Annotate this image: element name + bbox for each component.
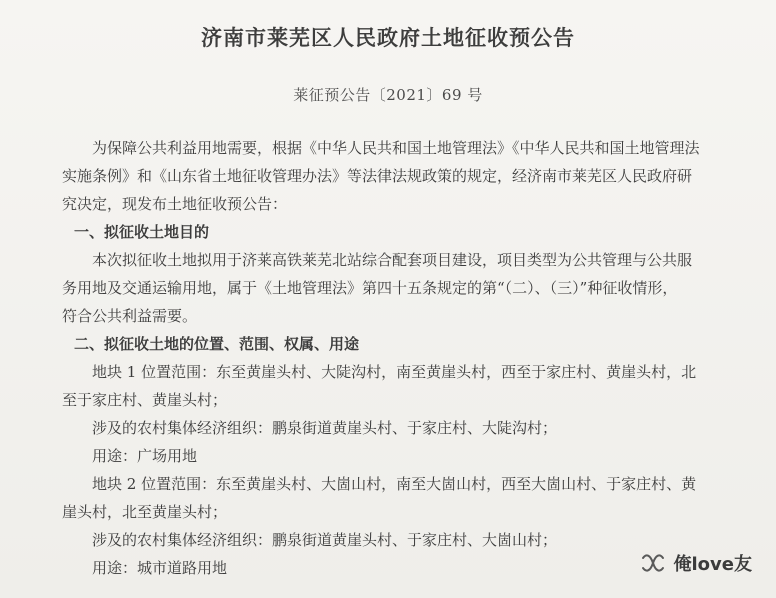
section-heading-location: 二、拟征收土地的位置、范围、权属、用途 <box>74 335 360 353</box>
parcel-2-range: 地块 2 位置范围：东至黄崖头村、大崮山村，南至大崮山村，西至大崮山村、于家庄村、黄 <box>92 475 697 493</box>
parcel-1-organization: 涉及的农村集体经济组织：鹏泉街道黄崖头村、于家庄村、大陡沟村； <box>92 419 558 437</box>
section-heading-purpose: 一、拟征收土地目的 <box>74 223 210 241</box>
watermark <box>640 550 752 576</box>
parcel-1-range-cont: 至于家庄村、黄崖头村； <box>62 391 228 409</box>
parcel-1-use: 用途：广场用地 <box>92 447 198 465</box>
paragraph-line: 务用地及交通运输用地，属于《土地管理法》第四十五条规定的第“（二）、（三）”种征收情形， <box>62 279 678 297</box>
parcel-2-range-cont: 崖头村，北至黄崖头村； <box>62 503 228 521</box>
paragraph-line: 实施条例》和《山东省土地征收管理办法》等法律法规政策的规定，经济南市莱芜区人民政府研 <box>62 167 693 185</box>
parcel-2-use: 用途：城市道路用地 <box>92 559 228 577</box>
document-body <box>62 134 752 582</box>
paragraph-line: 为保障公共利益用地需要，根据《中华人民共和国土地管理法》《中华人民共和国土地管理法 <box>92 139 700 157</box>
wechat-channel-icon <box>640 552 666 574</box>
page-title: 济南市莱芜区人民政府土地征收预公告 <box>201 25 575 50</box>
document-number: 莱征预公告〔2021〕69 号 <box>293 86 483 104</box>
paragraph-line: 本次拟征收土地拟用于济莱高铁莱芜北站综合配套项目建设，项目类型为公共管理与公共服 <box>92 251 693 269</box>
paragraph-line: 究决定，现发布土地征收预公告： <box>62 195 288 213</box>
parcel-2-organization: 涉及的农村集体经济组织：鹏泉街道黄崖头村、于家庄村、大崮山村； <box>92 531 558 549</box>
parcel-1-range: 地块 1 位置范围：东至黄崖头村、大陡沟村，南至黄崖头村，西至于家庄村、黄崖头村，北 <box>92 363 697 381</box>
watermark-text: 俺love友 <box>673 554 752 575</box>
paragraph-line: 符合公共利益需要。 <box>62 307 198 325</box>
